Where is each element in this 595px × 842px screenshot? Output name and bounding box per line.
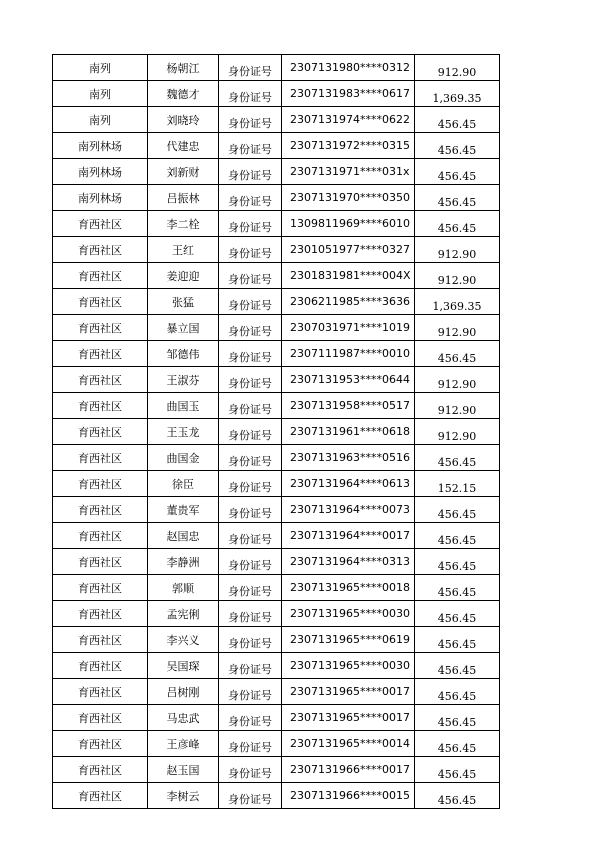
name-cell: 姜迎迎 — [148, 263, 219, 289]
table-row — [53, 159, 500, 185]
amount-cell: 152.15 — [415, 471, 500, 497]
amount-cell: 456.45 — [415, 159, 500, 185]
area-cell: 育西社区 — [53, 237, 148, 263]
amount-cell: 912.90 — [415, 419, 500, 445]
id-type-label: 身份证号 — [228, 351, 272, 364]
id-type-cell — [219, 783, 282, 809]
table-row — [53, 757, 500, 783]
name-cell: 邹德伟 — [148, 341, 219, 367]
area-cell: 育西社区 — [53, 627, 148, 653]
amount-cell: 912.90 — [415, 55, 500, 81]
id-number-cell: 2307131972****0315 — [282, 133, 415, 159]
table-row — [53, 601, 500, 627]
id-number-cell: 2307131965****0030 — [282, 601, 415, 627]
id-type-label: 身份证号 — [228, 689, 272, 702]
id-number-cell: 2307131980****0312 — [282, 55, 415, 81]
name-cell: 代建忠 — [148, 133, 219, 159]
id-type-cell — [219, 185, 282, 211]
amount-cell: 912.90 — [415, 263, 500, 289]
area-cell: 南列林场 — [53, 185, 148, 211]
table-row — [53, 497, 500, 523]
amount-cell: 1,369.35 — [415, 289, 500, 315]
area-cell: 育西社区 — [53, 315, 148, 341]
id-type-label: 身份证号 — [228, 793, 272, 806]
table-row — [53, 471, 500, 497]
id-type-cell — [219, 237, 282, 263]
id-type-label: 身份证号 — [228, 325, 272, 338]
area-cell: 南列林场 — [53, 159, 148, 185]
table-row — [53, 81, 500, 107]
id-type-label: 身份证号 — [228, 221, 272, 234]
table-row — [53, 133, 500, 159]
area-cell: 育西社区 — [53, 289, 148, 315]
id-type-cell — [219, 315, 282, 341]
id-type-cell — [219, 81, 282, 107]
area-cell: 育西社区 — [53, 679, 148, 705]
id-type-label: 身份证号 — [228, 767, 272, 780]
amount-cell: 456.45 — [415, 575, 500, 601]
area-cell: 育西社区 — [53, 419, 148, 445]
name-cell: 李二栓 — [148, 211, 219, 237]
name-cell: 赵国忠 — [148, 523, 219, 549]
area-cell: 育西社区 — [53, 263, 148, 289]
table-row — [53, 523, 500, 549]
name-cell: 吴国琛 — [148, 653, 219, 679]
amount-cell: 912.90 — [415, 315, 500, 341]
id-type-label: 身份证号 — [228, 169, 272, 182]
amount-cell: 456.45 — [415, 107, 500, 133]
amount-cell: 456.45 — [415, 497, 500, 523]
id-number-cell: 2307131965****0018 — [282, 575, 415, 601]
table-row — [53, 393, 500, 419]
name-cell: 张猛 — [148, 289, 219, 315]
id-type-cell — [219, 393, 282, 419]
id-number-cell: 2307131971****031x — [282, 159, 415, 185]
table-row — [53, 289, 500, 315]
area-cell: 南列 — [53, 107, 148, 133]
id-type-cell — [219, 601, 282, 627]
id-type-cell — [219, 731, 282, 757]
id-type-label: 身份证号 — [228, 533, 272, 546]
id-number-cell: 2307131970****0350 — [282, 185, 415, 211]
id-type-cell — [219, 289, 282, 315]
id-number-cell: 2307131965****0014 — [282, 731, 415, 757]
area-cell: 育西社区 — [53, 393, 148, 419]
id-type-label: 身份证号 — [228, 429, 272, 442]
amount-cell: 456.45 — [415, 757, 500, 783]
id-type-cell — [219, 679, 282, 705]
id-type-cell — [219, 471, 282, 497]
id-type-cell — [219, 211, 282, 237]
area-cell: 育西社区 — [53, 575, 148, 601]
id-type-cell — [219, 133, 282, 159]
id-number-cell: 2307131965****0030 — [282, 653, 415, 679]
amount-cell: 456.45 — [415, 211, 500, 237]
amount-cell: 456.45 — [415, 523, 500, 549]
id-type-cell — [219, 55, 282, 81]
id-type-label: 身份证号 — [228, 663, 272, 676]
table-row — [53, 237, 500, 263]
amount-cell: 1,369.35 — [415, 81, 500, 107]
id-number-cell: 2307131963****0516 — [282, 445, 415, 471]
amount-cell: 456.45 — [415, 731, 500, 757]
name-cell: 魏德才 — [148, 81, 219, 107]
name-cell: 李树云 — [148, 783, 219, 809]
area-cell: 育西社区 — [53, 471, 148, 497]
area-cell: 育西社区 — [53, 705, 148, 731]
name-cell: 郭顺 — [148, 575, 219, 601]
id-type-label: 身份证号 — [228, 741, 272, 754]
table-row — [53, 185, 500, 211]
name-cell: 马忠武 — [148, 705, 219, 731]
name-cell: 王玉龙 — [148, 419, 219, 445]
id-type-label: 身份证号 — [228, 117, 272, 130]
amount-cell: 456.45 — [415, 549, 500, 575]
table-row — [53, 419, 500, 445]
amount-cell: 456.45 — [415, 679, 500, 705]
table-row — [53, 783, 500, 809]
id-type-cell — [219, 575, 282, 601]
name-cell: 吕振林 — [148, 185, 219, 211]
table-row — [53, 211, 500, 237]
name-cell: 刘新财 — [148, 159, 219, 185]
name-cell: 曲国玉 — [148, 393, 219, 419]
id-type-cell — [219, 159, 282, 185]
area-cell: 南列林场 — [53, 133, 148, 159]
area-cell: 南列 — [53, 81, 148, 107]
id-type-label: 身份证号 — [228, 481, 272, 494]
id-type-cell — [219, 497, 282, 523]
name-cell: 孟宪俐 — [148, 601, 219, 627]
id-type-cell — [219, 263, 282, 289]
id-number-cell: 2307131958****0517 — [282, 393, 415, 419]
area-cell: 育西社区 — [53, 601, 148, 627]
table-row — [53, 341, 500, 367]
id-number-cell: 2307131966****0015 — [282, 783, 415, 809]
roster-body — [53, 55, 500, 809]
id-type-label: 身份证号 — [228, 65, 272, 78]
name-cell: 董贵军 — [148, 497, 219, 523]
table-row — [53, 55, 500, 81]
amount-cell: 456.45 — [415, 185, 500, 211]
amount-cell: 456.45 — [415, 627, 500, 653]
id-type-cell — [219, 419, 282, 445]
id-type-label: 身份证号 — [228, 715, 272, 728]
table-row — [53, 731, 500, 757]
amount-cell: 456.45 — [415, 341, 500, 367]
table-row — [53, 575, 500, 601]
id-type-label: 身份证号 — [228, 455, 272, 468]
name-cell: 杨朝江 — [148, 55, 219, 81]
area-cell: 育西社区 — [53, 367, 148, 393]
table-row — [53, 367, 500, 393]
table-row — [53, 627, 500, 653]
id-type-cell — [219, 627, 282, 653]
name-cell: 李静洲 — [148, 549, 219, 575]
area-cell: 育西社区 — [53, 783, 148, 809]
area-cell: 育西社区 — [53, 497, 148, 523]
id-type-cell — [219, 107, 282, 133]
id-type-label: 身份证号 — [228, 91, 272, 104]
id-type-cell — [219, 549, 282, 575]
id-number-cell: 2307131953****0644 — [282, 367, 415, 393]
id-number-cell: 2306211985****3636 — [282, 289, 415, 315]
id-number-cell: 2307131965****0017 — [282, 705, 415, 731]
area-cell: 育西社区 — [53, 731, 148, 757]
id-number-cell: 2307131974****0622 — [282, 107, 415, 133]
amount-cell: 456.45 — [415, 133, 500, 159]
id-type-label: 身份证号 — [228, 195, 272, 208]
amount-cell: 456.45 — [415, 653, 500, 679]
id-type-cell — [219, 653, 282, 679]
name-cell: 李兴义 — [148, 627, 219, 653]
id-type-label: 身份证号 — [228, 611, 272, 624]
name-cell: 王红 — [148, 237, 219, 263]
table-row — [53, 679, 500, 705]
id-type-label: 身份证号 — [228, 377, 272, 390]
table-row — [53, 445, 500, 471]
id-type-label: 身份证号 — [228, 507, 272, 520]
id-type-label: 身份证号 — [228, 143, 272, 156]
area-cell: 育西社区 — [53, 523, 148, 549]
id-type-cell — [219, 367, 282, 393]
table-row — [53, 107, 500, 133]
id-type-label: 身份证号 — [228, 559, 272, 572]
id-number-cell: 2307131964****0073 — [282, 497, 415, 523]
name-cell: 王淑芬 — [148, 367, 219, 393]
name-cell: 徐臣 — [148, 471, 219, 497]
amount-cell: 456.45 — [415, 705, 500, 731]
id-type-cell — [219, 341, 282, 367]
area-cell: 育西社区 — [53, 549, 148, 575]
table-row — [53, 263, 500, 289]
amount-cell: 912.90 — [415, 393, 500, 419]
name-cell: 刘晓玲 — [148, 107, 219, 133]
table-row — [53, 705, 500, 731]
id-number-cell: 2307131964****0313 — [282, 549, 415, 575]
area-cell: 育西社区 — [53, 445, 148, 471]
area-cell: 育西社区 — [53, 341, 148, 367]
id-type-cell — [219, 445, 282, 471]
id-number-cell: 2307111987****0010 — [282, 341, 415, 367]
table-row — [53, 549, 500, 575]
area-cell: 育西社区 — [53, 757, 148, 783]
id-number-cell: 1309811969****6010 — [282, 211, 415, 237]
amount-cell: 456.45 — [415, 601, 500, 627]
id-type-label: 身份证号 — [228, 637, 272, 650]
id-type-label: 身份证号 — [228, 299, 272, 312]
amount-cell: 912.90 — [415, 237, 500, 263]
id-number-cell: 2301831981****004X — [282, 263, 415, 289]
table-row — [53, 653, 500, 679]
name-cell: 曲国金 — [148, 445, 219, 471]
id-type-label: 身份证号 — [228, 247, 272, 260]
id-number-cell: 2307131983****0617 — [282, 81, 415, 107]
roster-table — [52, 54, 500, 809]
name-cell: 吕树刚 — [148, 679, 219, 705]
area-cell: 育西社区 — [53, 653, 148, 679]
id-type-label: 身份证号 — [228, 403, 272, 416]
area-cell: 育西社区 — [53, 211, 148, 237]
id-number-cell: 2307131964****0613 — [282, 471, 415, 497]
name-cell: 王彦峰 — [148, 731, 219, 757]
id-number-cell: 2307131965****0017 — [282, 679, 415, 705]
id-type-cell — [219, 523, 282, 549]
id-type-cell — [219, 757, 282, 783]
amount-cell: 456.45 — [415, 783, 500, 809]
amount-cell: 912.90 — [415, 367, 500, 393]
id-number-cell: 2301051977****0327 — [282, 237, 415, 263]
id-type-cell — [219, 705, 282, 731]
amount-cell: 456.45 — [415, 445, 500, 471]
id-number-cell: 2307131965****0619 — [282, 627, 415, 653]
table-row — [53, 315, 500, 341]
id-type-label: 身份证号 — [228, 273, 272, 286]
id-number-cell: 2307131961****0618 — [282, 419, 415, 445]
id-type-label: 身份证号 — [228, 585, 272, 598]
name-cell: 暴立国 — [148, 315, 219, 341]
id-number-cell: 2307031971****1019 — [282, 315, 415, 341]
name-cell: 赵玉国 — [148, 757, 219, 783]
area-cell: 南列 — [53, 55, 148, 81]
id-number-cell: 2307131966****0017 — [282, 757, 415, 783]
id-number-cell: 2307131964****0017 — [282, 523, 415, 549]
